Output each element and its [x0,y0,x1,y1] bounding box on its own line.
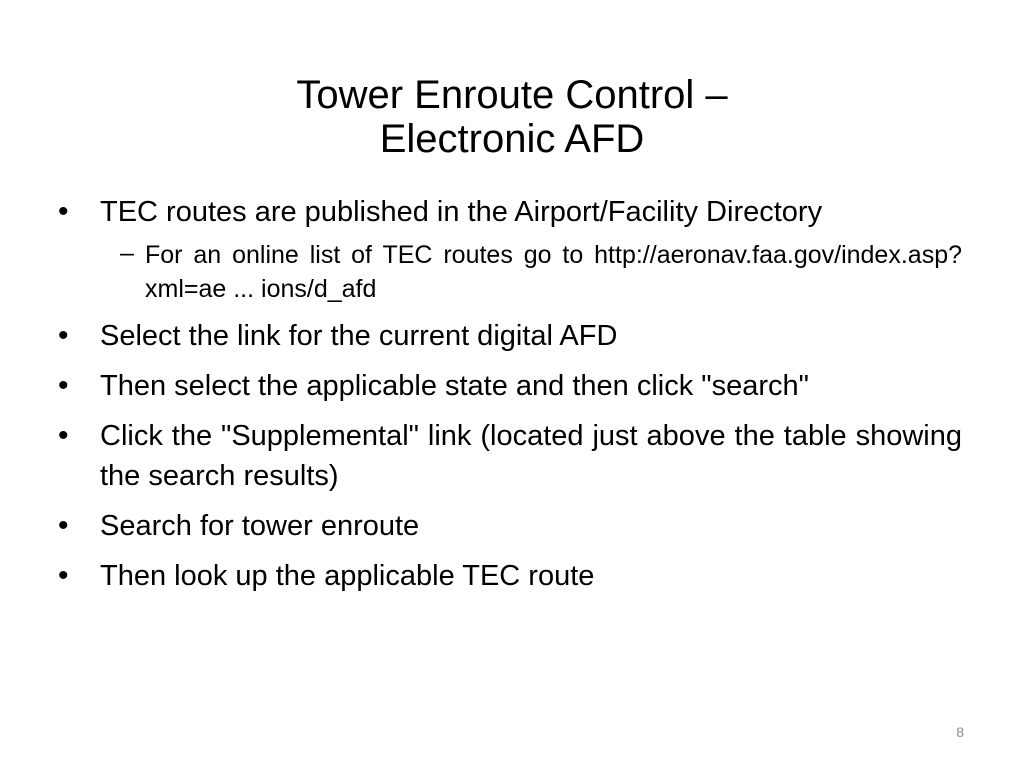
bullet-text: Then look up the applicable TEC route [100,560,595,592]
bullet-marker: • [58,369,69,402]
bullet-text: Search for tower enroute [100,510,420,542]
bullet-text: Then select the applicable state and then click "search" [100,370,809,402]
bullet-item-look-up-route [58,556,962,596]
sub-bullet-list [100,238,962,306]
bullet-marker: • [58,319,69,352]
slide-title [60,73,964,161]
bullet-item-select-link [58,316,962,356]
sub-bullet-marker: – [120,239,134,267]
bullet-marker: • [58,509,69,542]
bullet-marker: • [58,559,69,592]
slide-title-line-2: Electronic AFD [379,116,645,161]
bullet-list [58,192,962,606]
bullet-item-supplemental [58,416,962,496]
sub-bullet-text: For an online list of TEC routes go to http://aeronav.faa.gov/index.asp?xml=ae ... ions/d_afd [145,241,962,303]
bullet-marker: • [58,419,69,452]
bullet-item-select-state [58,366,962,406]
sub-bullet-online-list [100,238,962,306]
bullet-text: TEC routes are published in the Airport/Facility Directory [100,196,823,228]
bullet-text: Click the "Supplemental" link (located just above the table showing the search results) [100,420,962,492]
slide-title-line-1: Tower Enroute Control – [296,72,728,117]
bullet-marker: • [58,195,69,228]
page-number: 8 [956,724,964,740]
bullet-item-search-enroute [58,506,962,546]
bullet-text: Select the link for the current digital AFD [100,320,618,352]
bullet-item-tec-routes [58,192,962,306]
